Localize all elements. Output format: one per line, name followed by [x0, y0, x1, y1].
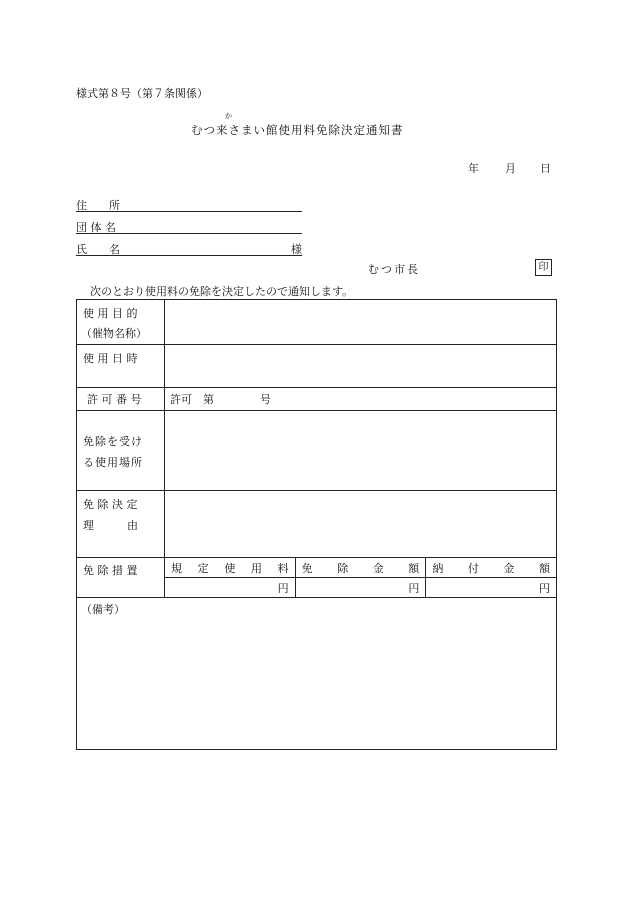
table-row [77, 345, 557, 388]
address-field [76, 197, 302, 212]
exempt-header: 免除金額 [295, 558, 426, 578]
reason-label-line1: 免 除 決 定 [83, 498, 138, 511]
group-name-field [76, 219, 302, 234]
place-label-line1: 免除を受け [83, 435, 143, 448]
exempt-amount: 円 [295, 578, 426, 598]
date-day: 日 [540, 162, 551, 175]
permit-value [165, 388, 557, 411]
purpose-label [77, 300, 165, 345]
permit-prefix: 許可 第 [170, 393, 214, 406]
place-value [165, 411, 557, 491]
table-row [77, 491, 557, 558]
remarks-cell [77, 598, 557, 750]
table-row [77, 388, 557, 411]
group-name-label: 団 体 名 [76, 221, 116, 234]
exemption-table [76, 299, 557, 750]
title-ruby: か [225, 112, 232, 120]
reason-label [77, 491, 165, 558]
table-row [77, 558, 557, 578]
reason-label-line2: 理 由 [83, 519, 138, 532]
honorific: 様 [291, 243, 302, 256]
person-name-label: 氏 名 [76, 243, 120, 256]
permit-label: 許 可 番 号 [77, 388, 165, 411]
pay-header: 納付金額 [426, 558, 557, 578]
purpose-label-line1: 使 用 目 的 [83, 307, 138, 320]
address-label: 住 所 [76, 199, 120, 212]
person-name-field [76, 241, 302, 256]
purpose-label-line2: （催物名称） [81, 327, 147, 340]
seal-mark: 印 [535, 259, 552, 276]
mayor-title: むつ市長 [368, 263, 420, 276]
form-number: 様式第８号（第７条関係） [76, 87, 208, 100]
date-month: 月 [505, 162, 516, 175]
table-row [77, 411, 557, 491]
fee-header: 規定使用料 [165, 558, 296, 578]
document-title: むつ来さまい館使用料免除決定通知書 [191, 123, 404, 137]
permit-suffix: 号 [260, 393, 271, 406]
table-row [77, 598, 557, 750]
fee-amount: 円 [165, 578, 296, 598]
datetime-label: 使 用 日 時 [77, 345, 165, 388]
place-label-line2: る使用場所 [83, 456, 143, 469]
remarks-label: （備考） [81, 603, 125, 616]
purpose-value [165, 300, 557, 345]
pay-amount: 円 [426, 578, 557, 598]
table-row [77, 300, 557, 345]
datetime-value [165, 345, 557, 388]
measure-label: 免 除 措 置 [77, 558, 165, 598]
place-label [77, 411, 165, 491]
intro-text: 次のとおり使用料の免除を決定したので通知します。 [90, 285, 354, 298]
reason-value [165, 491, 557, 558]
date-year: 年 [468, 162, 479, 175]
